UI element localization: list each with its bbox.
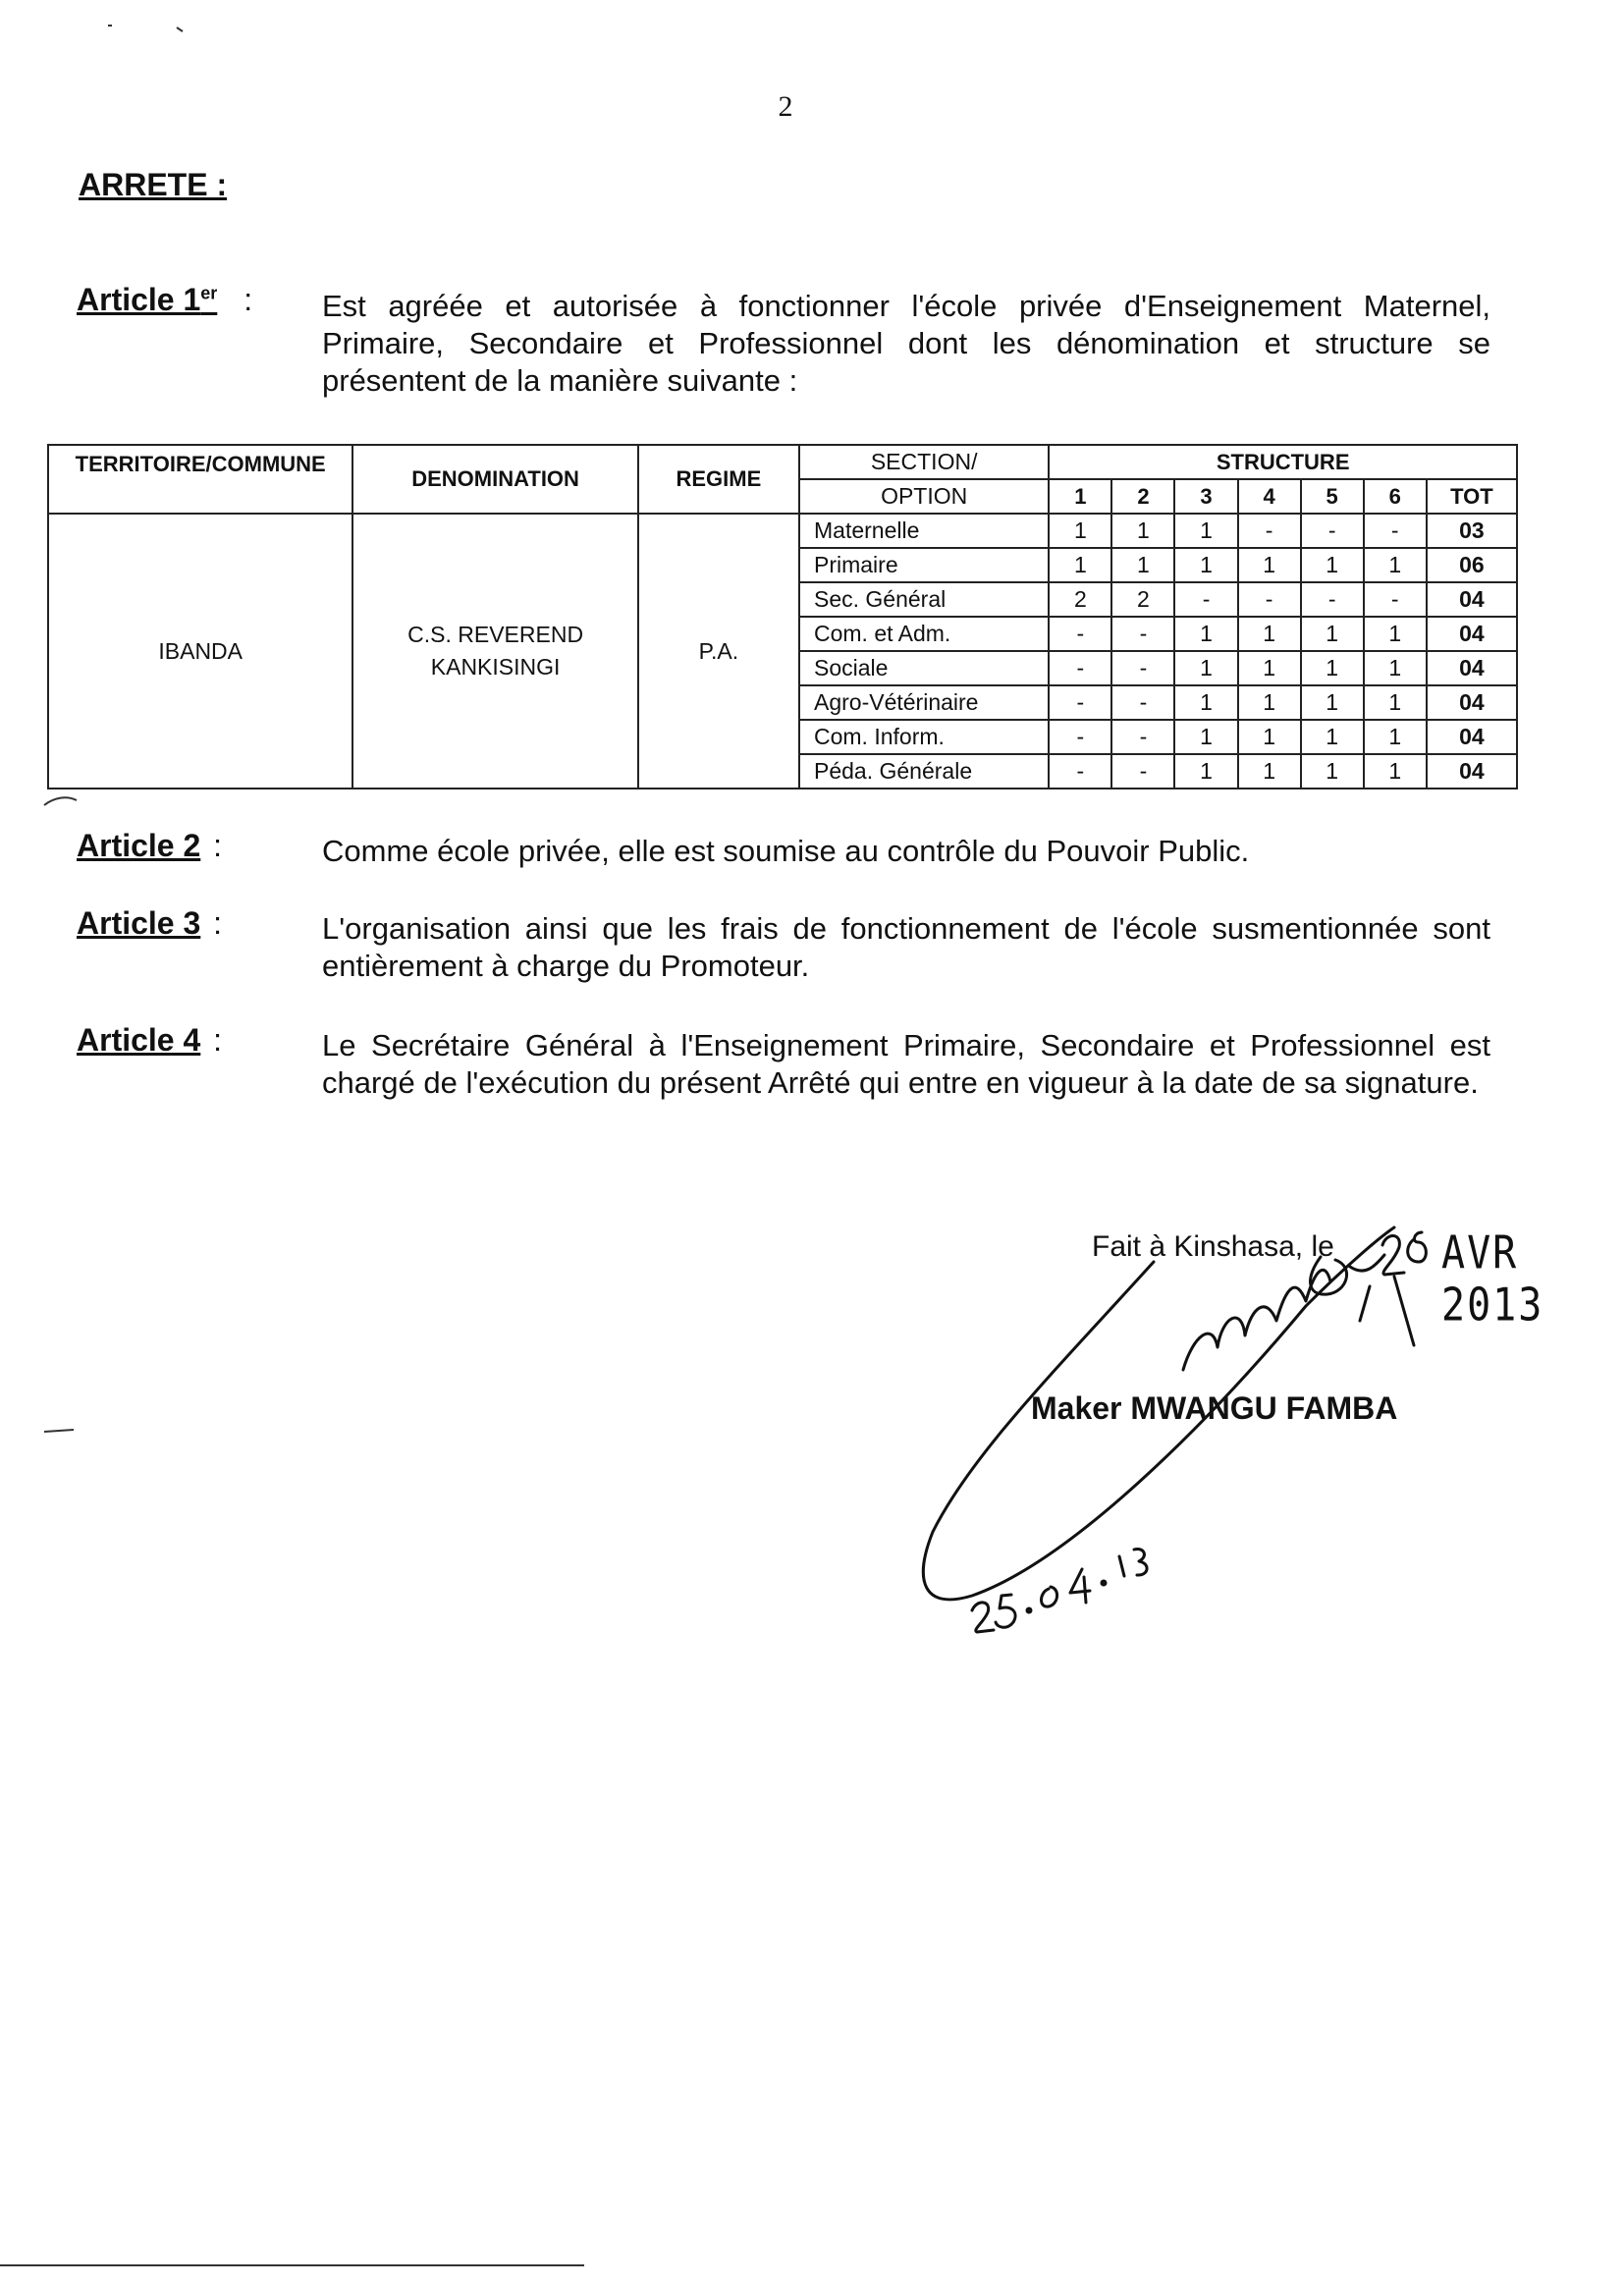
article-1-label: Article 1er : — [77, 282, 253, 317]
structure-cell: 1 — [1238, 685, 1301, 720]
header-level: 1 — [1049, 479, 1111, 514]
article-4-label: Article 4 : — [77, 1022, 223, 1058]
structure-cell: 1 — [1364, 754, 1427, 789]
structure-table — [47, 444, 1518, 789]
structure-cell: - — [1301, 514, 1364, 548]
structure-cell: 1 — [1111, 514, 1174, 548]
structure-cell: 1 — [1301, 685, 1364, 720]
structure-cell: - — [1111, 754, 1174, 789]
header-level: 2 — [1111, 479, 1174, 514]
structure-cell: - — [1049, 720, 1111, 754]
total-cell: 03 — [1427, 514, 1517, 548]
structure-cell: 1 — [1238, 720, 1301, 754]
structure-cell: 1 — [1174, 720, 1237, 754]
header-territoire: TERRITOIRE/COMMUNE — [48, 445, 352, 514]
total-cell: 04 — [1427, 685, 1517, 720]
structure-cell: - — [1049, 685, 1111, 720]
header-regime: REGIME — [638, 445, 799, 514]
section-cell: Sociale — [799, 651, 1049, 685]
structure-cell: 1 — [1238, 754, 1301, 789]
article-2-label: Article 2 : — [77, 828, 223, 863]
header-level: 6 — [1364, 479, 1427, 514]
signatory-name: Maker MWANGU FAMBA — [1031, 1390, 1398, 1426]
structure-cell: - — [1111, 617, 1174, 651]
structure-cell: 1 — [1174, 754, 1237, 789]
place-and-date-label: Fait à Kinshasa, le — [1092, 1230, 1334, 1263]
table-row — [48, 514, 1517, 548]
total-cell: 04 — [1427, 720, 1517, 754]
structure-cell: 1 — [1174, 685, 1237, 720]
page-number: 2 — [778, 90, 793, 123]
section-cell: Com. et Adm. — [799, 617, 1049, 651]
header-option: OPTION — [799, 479, 1049, 514]
structure-cell: - — [1111, 651, 1174, 685]
structure-cell: - — [1301, 582, 1364, 617]
structure-cell: 1 — [1301, 617, 1364, 651]
section-cell: Sec. Général — [799, 582, 1049, 617]
structure-cell: 1 — [1364, 651, 1427, 685]
header-denomination: DENOMINATION — [352, 445, 637, 514]
header-level: 4 — [1238, 479, 1301, 514]
header-level: 3 — [1174, 479, 1237, 514]
section-cell: Péda. Générale — [799, 754, 1049, 789]
structure-cell: - — [1364, 582, 1427, 617]
structure-cell: - — [1364, 514, 1427, 548]
total-cell: 06 — [1427, 548, 1517, 582]
structure-cell: - — [1238, 514, 1301, 548]
structure-cell: - — [1238, 582, 1301, 617]
structure-cell: 1 — [1174, 548, 1237, 582]
structure-cell: - — [1049, 651, 1111, 685]
article-3-text: L'organisation ainsi que les frais de fonctionnement de l'école susmentionnée sont entièrement à charge du Promoteur. — [322, 911, 1490, 983]
total-cell: 04 — [1427, 754, 1517, 789]
section-cell: Agro-Vétérinaire — [799, 685, 1049, 720]
structure-cell: - — [1174, 582, 1237, 617]
structure-cell: 1 — [1364, 720, 1427, 754]
structure-cell: 1 — [1364, 548, 1427, 582]
structure-cell: 1 — [1049, 548, 1111, 582]
header-structure: STRUCTURE — [1049, 445, 1517, 479]
structure-cell: 1 — [1111, 548, 1174, 582]
article-2-text: Comme école privée, elle est soumise au contrôle du Pouvoir Public. — [322, 834, 1250, 868]
structure-cell: - — [1049, 617, 1111, 651]
structure-cell: 1 — [1301, 651, 1364, 685]
footer-rule — [0, 2264, 584, 2266]
section-cell: Com. Inform. — [799, 720, 1049, 754]
structure-cell: 1 — [1301, 720, 1364, 754]
regime-cell: P.A. — [638, 514, 799, 789]
structure-cell: 1 — [1238, 651, 1301, 685]
section-cell: Maternelle — [799, 514, 1049, 548]
structure-cell: 1 — [1364, 685, 1427, 720]
territoire-cell: IBANDA — [48, 514, 352, 789]
structure-cell: 1 — [1301, 548, 1364, 582]
total-cell: 04 — [1427, 582, 1517, 617]
date-stamp: AVR 2013 — [1441, 1227, 1544, 1332]
total-cell: 04 — [1427, 651, 1517, 685]
section-cell: Primaire — [799, 548, 1049, 582]
structure-cell: 1 — [1174, 651, 1237, 685]
header-level: 5 — [1301, 479, 1364, 514]
structure-cell: 1 — [1049, 514, 1111, 548]
structure-cell: - — [1111, 720, 1174, 754]
structure-cell: 2 — [1111, 582, 1174, 617]
structure-cell: 1 — [1238, 617, 1301, 651]
structure-cell: 1 — [1174, 617, 1237, 651]
article-1-text: Est agréée et autorisée à fonctionner l'école privée d'Enseignement Maternel, Primaire, Secondaire et Professionnel dont les dénomination et structure se présentent de la manière suivante : — [322, 289, 1490, 398]
structure-cell: 1 — [1238, 548, 1301, 582]
total-cell: 04 — [1427, 617, 1517, 651]
article-4-text: Le Secrétaire Général à l'Enseignement Primaire, Secondaire et Professionnel est chargé de l'exécution du présent Arrêté qui entre en vigueur à la date de sa signature. — [322, 1028, 1490, 1100]
structure-cell: 1 — [1174, 514, 1237, 548]
header-section: SECTION/ — [799, 445, 1049, 479]
structure-cell: 1 — [1301, 754, 1364, 789]
structure-cell: - — [1049, 754, 1111, 789]
article-3-label: Article 3 : — [77, 905, 223, 941]
decree-heading: ARRETE : — [79, 167, 228, 202]
denomination-cell: C.S. REVEREND KANKISINGI — [352, 514, 637, 789]
structure-cell: - — [1111, 685, 1174, 720]
structure-cell: 2 — [1049, 582, 1111, 617]
structure-cell: 1 — [1364, 617, 1427, 651]
header-total: TOT — [1427, 479, 1517, 514]
